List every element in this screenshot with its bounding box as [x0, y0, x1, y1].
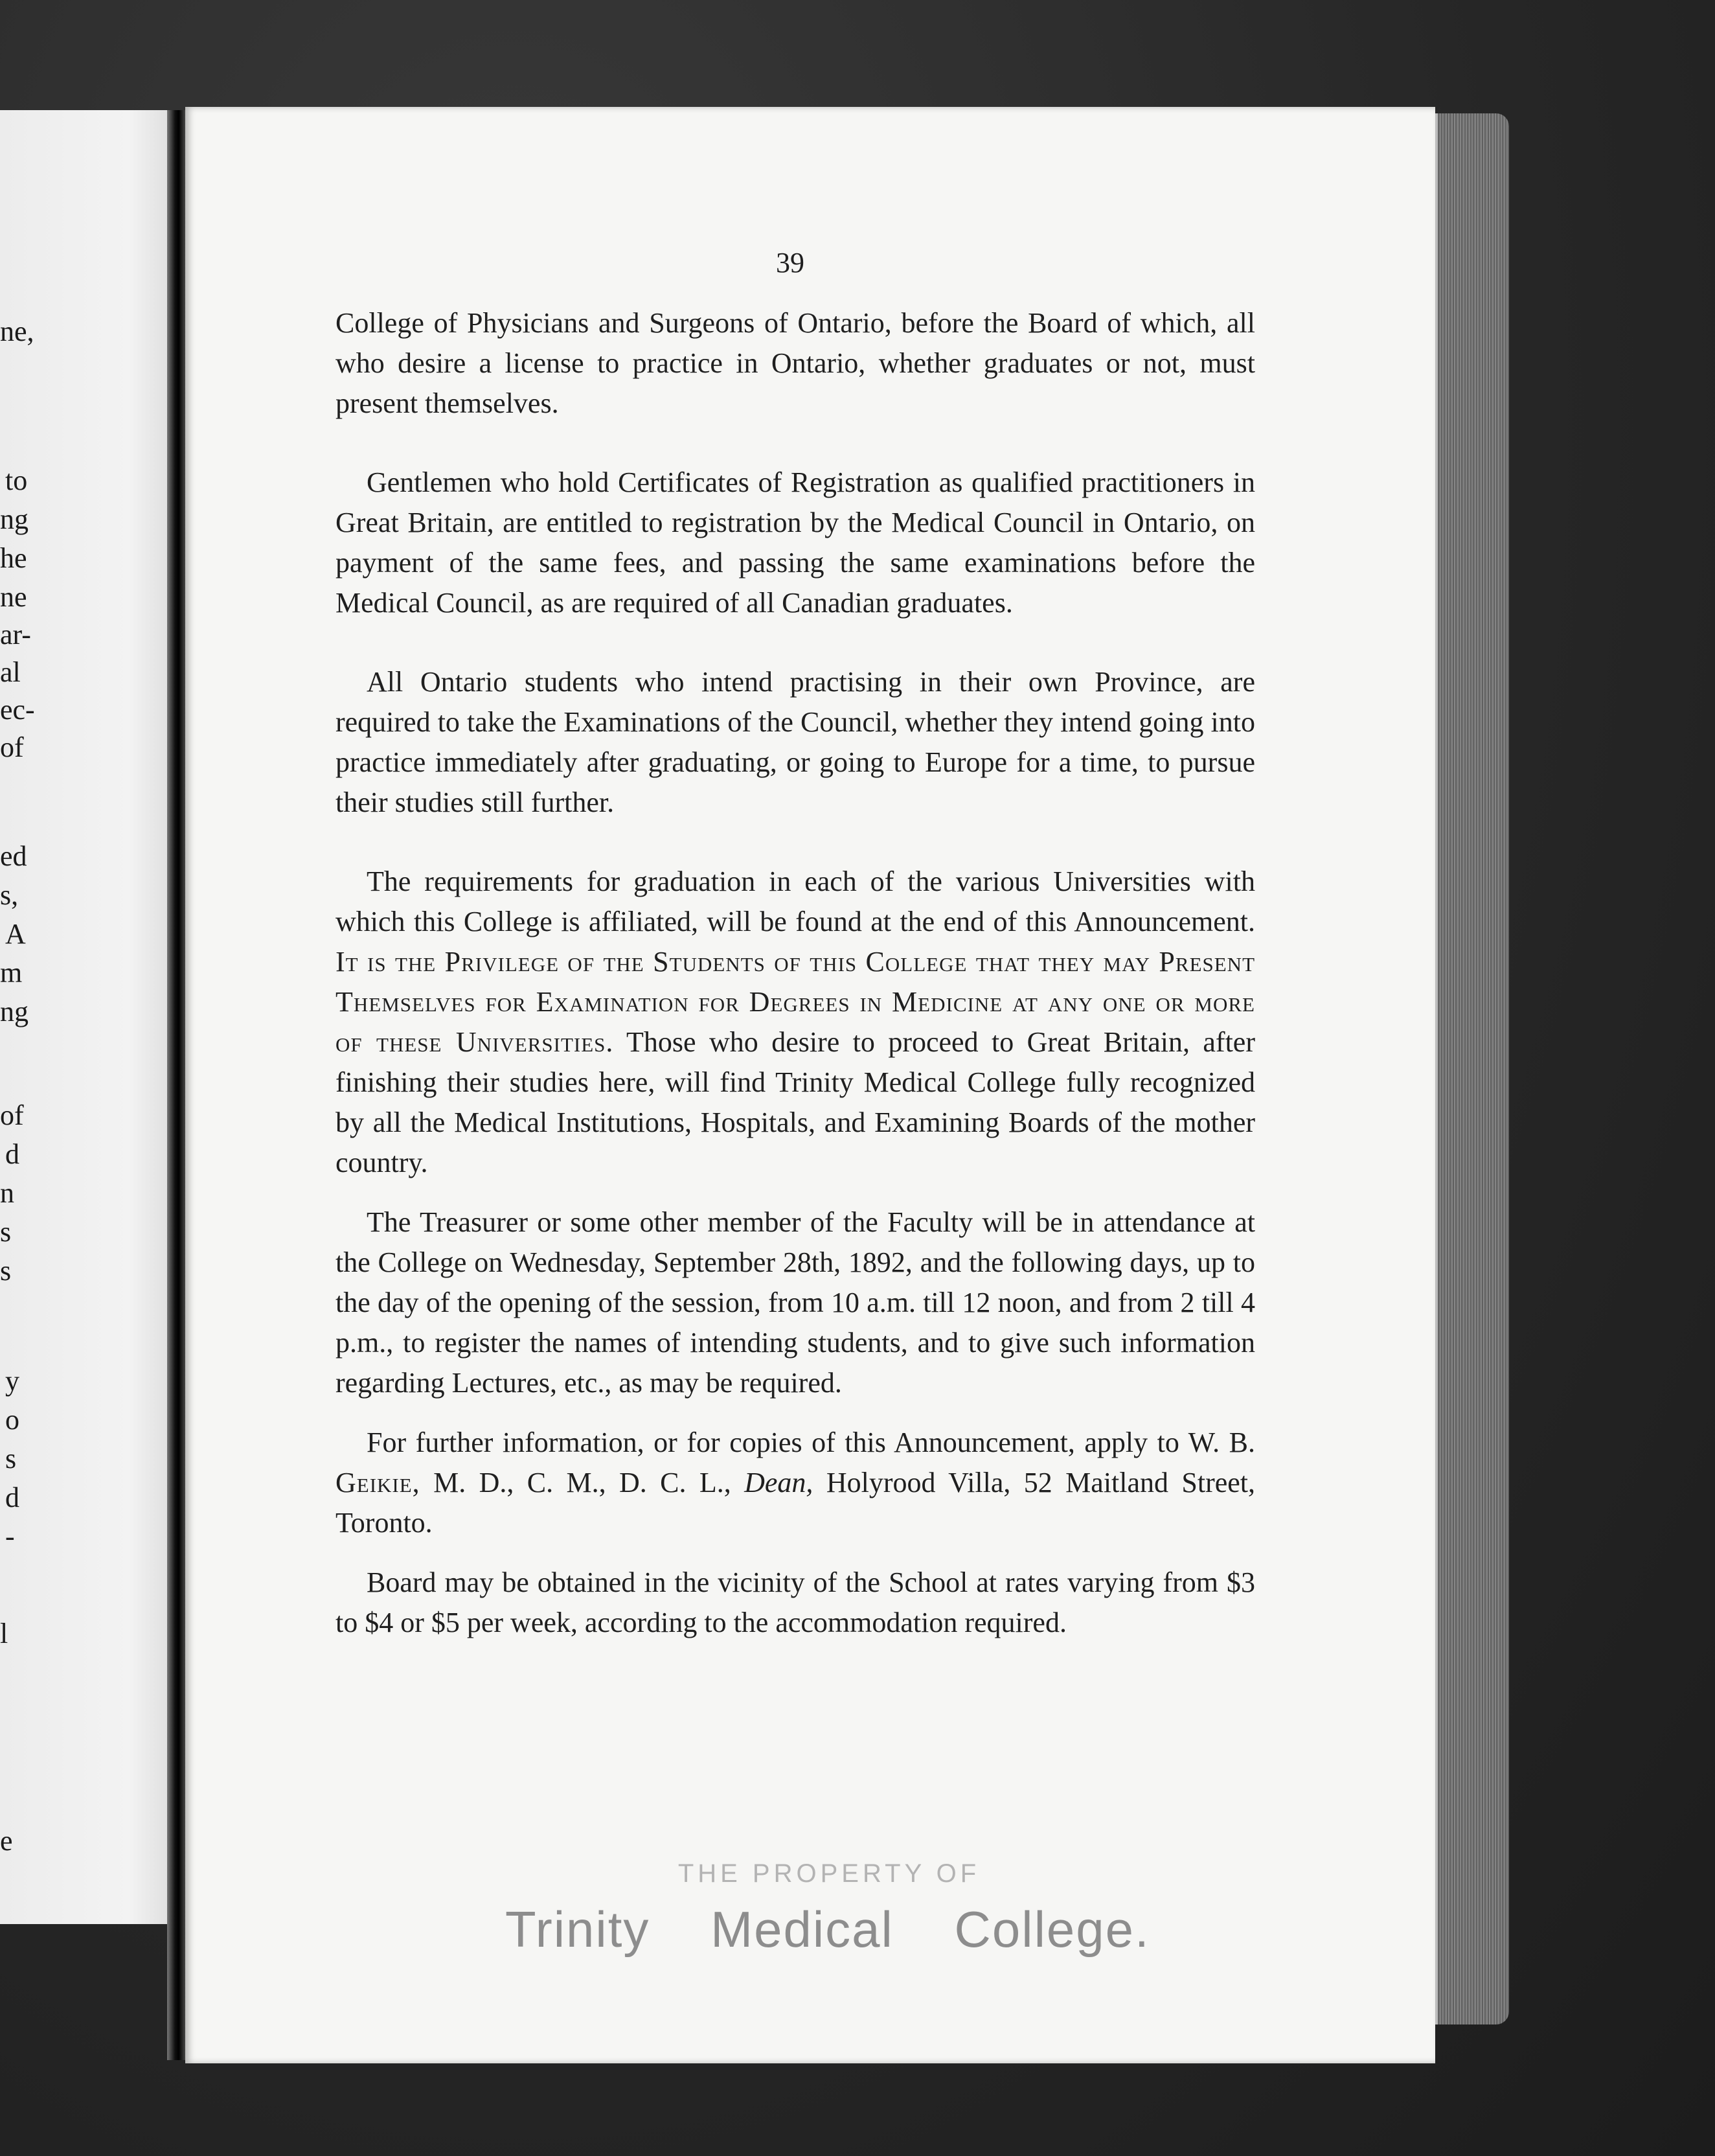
dean-address: Holyrood Villa, 52 Maitland Street, Toronto.	[335, 1467, 1256, 1539]
previous-page-fragment: A	[5, 918, 26, 950]
previous-page-fragment: y	[5, 1365, 19, 1397]
graduation-intro: The requirements for graduation in each of the various Universities with which this College is affiliated, will be found at the end of this Announcement.	[335, 866, 1255, 937]
paragraph-treasurer-attendance: The Treasurer or some other member of the Faculty will be in attendance at the College on Wednesday, September 28th, 1892, and the following days, up to the day of the opening of the session, from 10 a.m. till 12 noon, and from 2 till 4 p.m., to register the names of intending students, and to give such information regarding Lectures, etc., as may be required.	[335, 1206, 1255, 1399]
stamp-main-line: Trinity Medical College.	[505, 1901, 1150, 1958]
previous-page-fragment: to	[5, 464, 28, 496]
previous-page-fragment: e	[0, 1825, 13, 1857]
previous-page-fragment: n	[0, 1177, 14, 1209]
previous-page-fragment: of	[0, 731, 24, 763]
page-number: 39	[776, 247, 804, 279]
previous-page-fragment: he	[0, 542, 27, 574]
previous-page-fragment: ne	[0, 581, 27, 613]
previous-page-fragment: s,	[0, 879, 19, 911]
previous-page-fragment: s	[5, 1443, 17, 1474]
previous-page-fragment: l	[0, 1618, 8, 1649]
paragraph-board-rates: Board may be obtained in the vicinity of the School at rates varying from $3 to $4 or $5 per week, according to the accommodation required.	[335, 1566, 1255, 1638]
previous-page-fragment: ar-	[0, 619, 31, 650]
previous-page-fragment: of	[0, 1099, 24, 1131]
previous-page-fragment: d	[5, 1482, 19, 1513]
paragraph-further-information	[335, 1423, 1255, 1543]
graduation-outro: Those who desire to proceed to Great Britain, after finishing their studies here, will find Trinity Medical College fully recognized by all the Medical Institutions, Hospitals, and Examining Boards of the mother country.	[335, 1026, 1255, 1178]
previous-page-fragment: m	[0, 957, 23, 989]
library-stamp	[505, 1859, 1218, 1959]
stamp-top-line: THE PROPERTY OF	[677, 1859, 981, 1888]
previous-page-fragment: s	[0, 1255, 12, 1287]
previous-page-fragment: ne,	[0, 315, 34, 347]
graduation-privilege-emphasis: It is the Privilege of the Students of this College that they may Present Themselves for Examination for Degrees in Medicine at any one or more of these Universities.	[335, 946, 1255, 1058]
book-gutter	[167, 110, 187, 2060]
previous-page-fragment: -	[5, 1520, 15, 1552]
previous-page-fragment: ec-	[0, 694, 35, 726]
previous-page-fragment: ed	[0, 840, 27, 872]
previous-page-fragment: d	[5, 1138, 19, 1170]
dean-title: Dean,	[744, 1467, 813, 1498]
dean-degrees: M. D., C. M., D. C. L.,	[433, 1467, 731, 1498]
paragraph-graduation-requirements	[335, 862, 1255, 1183]
info-before: For further information, or for copies of this Announcement, apply to W. B.	[367, 1427, 1255, 1458]
dean-name: Geikie,	[335, 1467, 420, 1498]
paragraph-registration-council: College of Physicians and Surgeons of Ontario, before the Board of which, all who desire a license to practice in Ontario, whether graduates or not, must present themselves.	[335, 307, 1255, 419]
previous-page-fragment: al	[0, 656, 21, 688]
previous-page-fragment: ng	[0, 996, 28, 1027]
previous-page-fragment: ng	[0, 503, 28, 535]
previous-page-fragment: s	[0, 1216, 12, 1248]
page-body	[335, 303, 1255, 1643]
paragraph-ontario-students: All Ontario students who intend practising in their own Province, are required to take the Examinations of the Council, whether they intend going into practice immediately after graduating, or going to Europe for a time, to pursue their studies still further.	[335, 666, 1255, 818]
previous-page-fragment: o	[5, 1404, 19, 1436]
paragraph-british-certificates: Gentlemen who hold Certificates of Registration as qualified practitioners in Great Britain, are entitled to registration by the Medical Council in Ontario, on payment of the same fees, and passing the same examinations before the Medical Council, as are required of all Canadian graduates.	[335, 466, 1255, 619]
